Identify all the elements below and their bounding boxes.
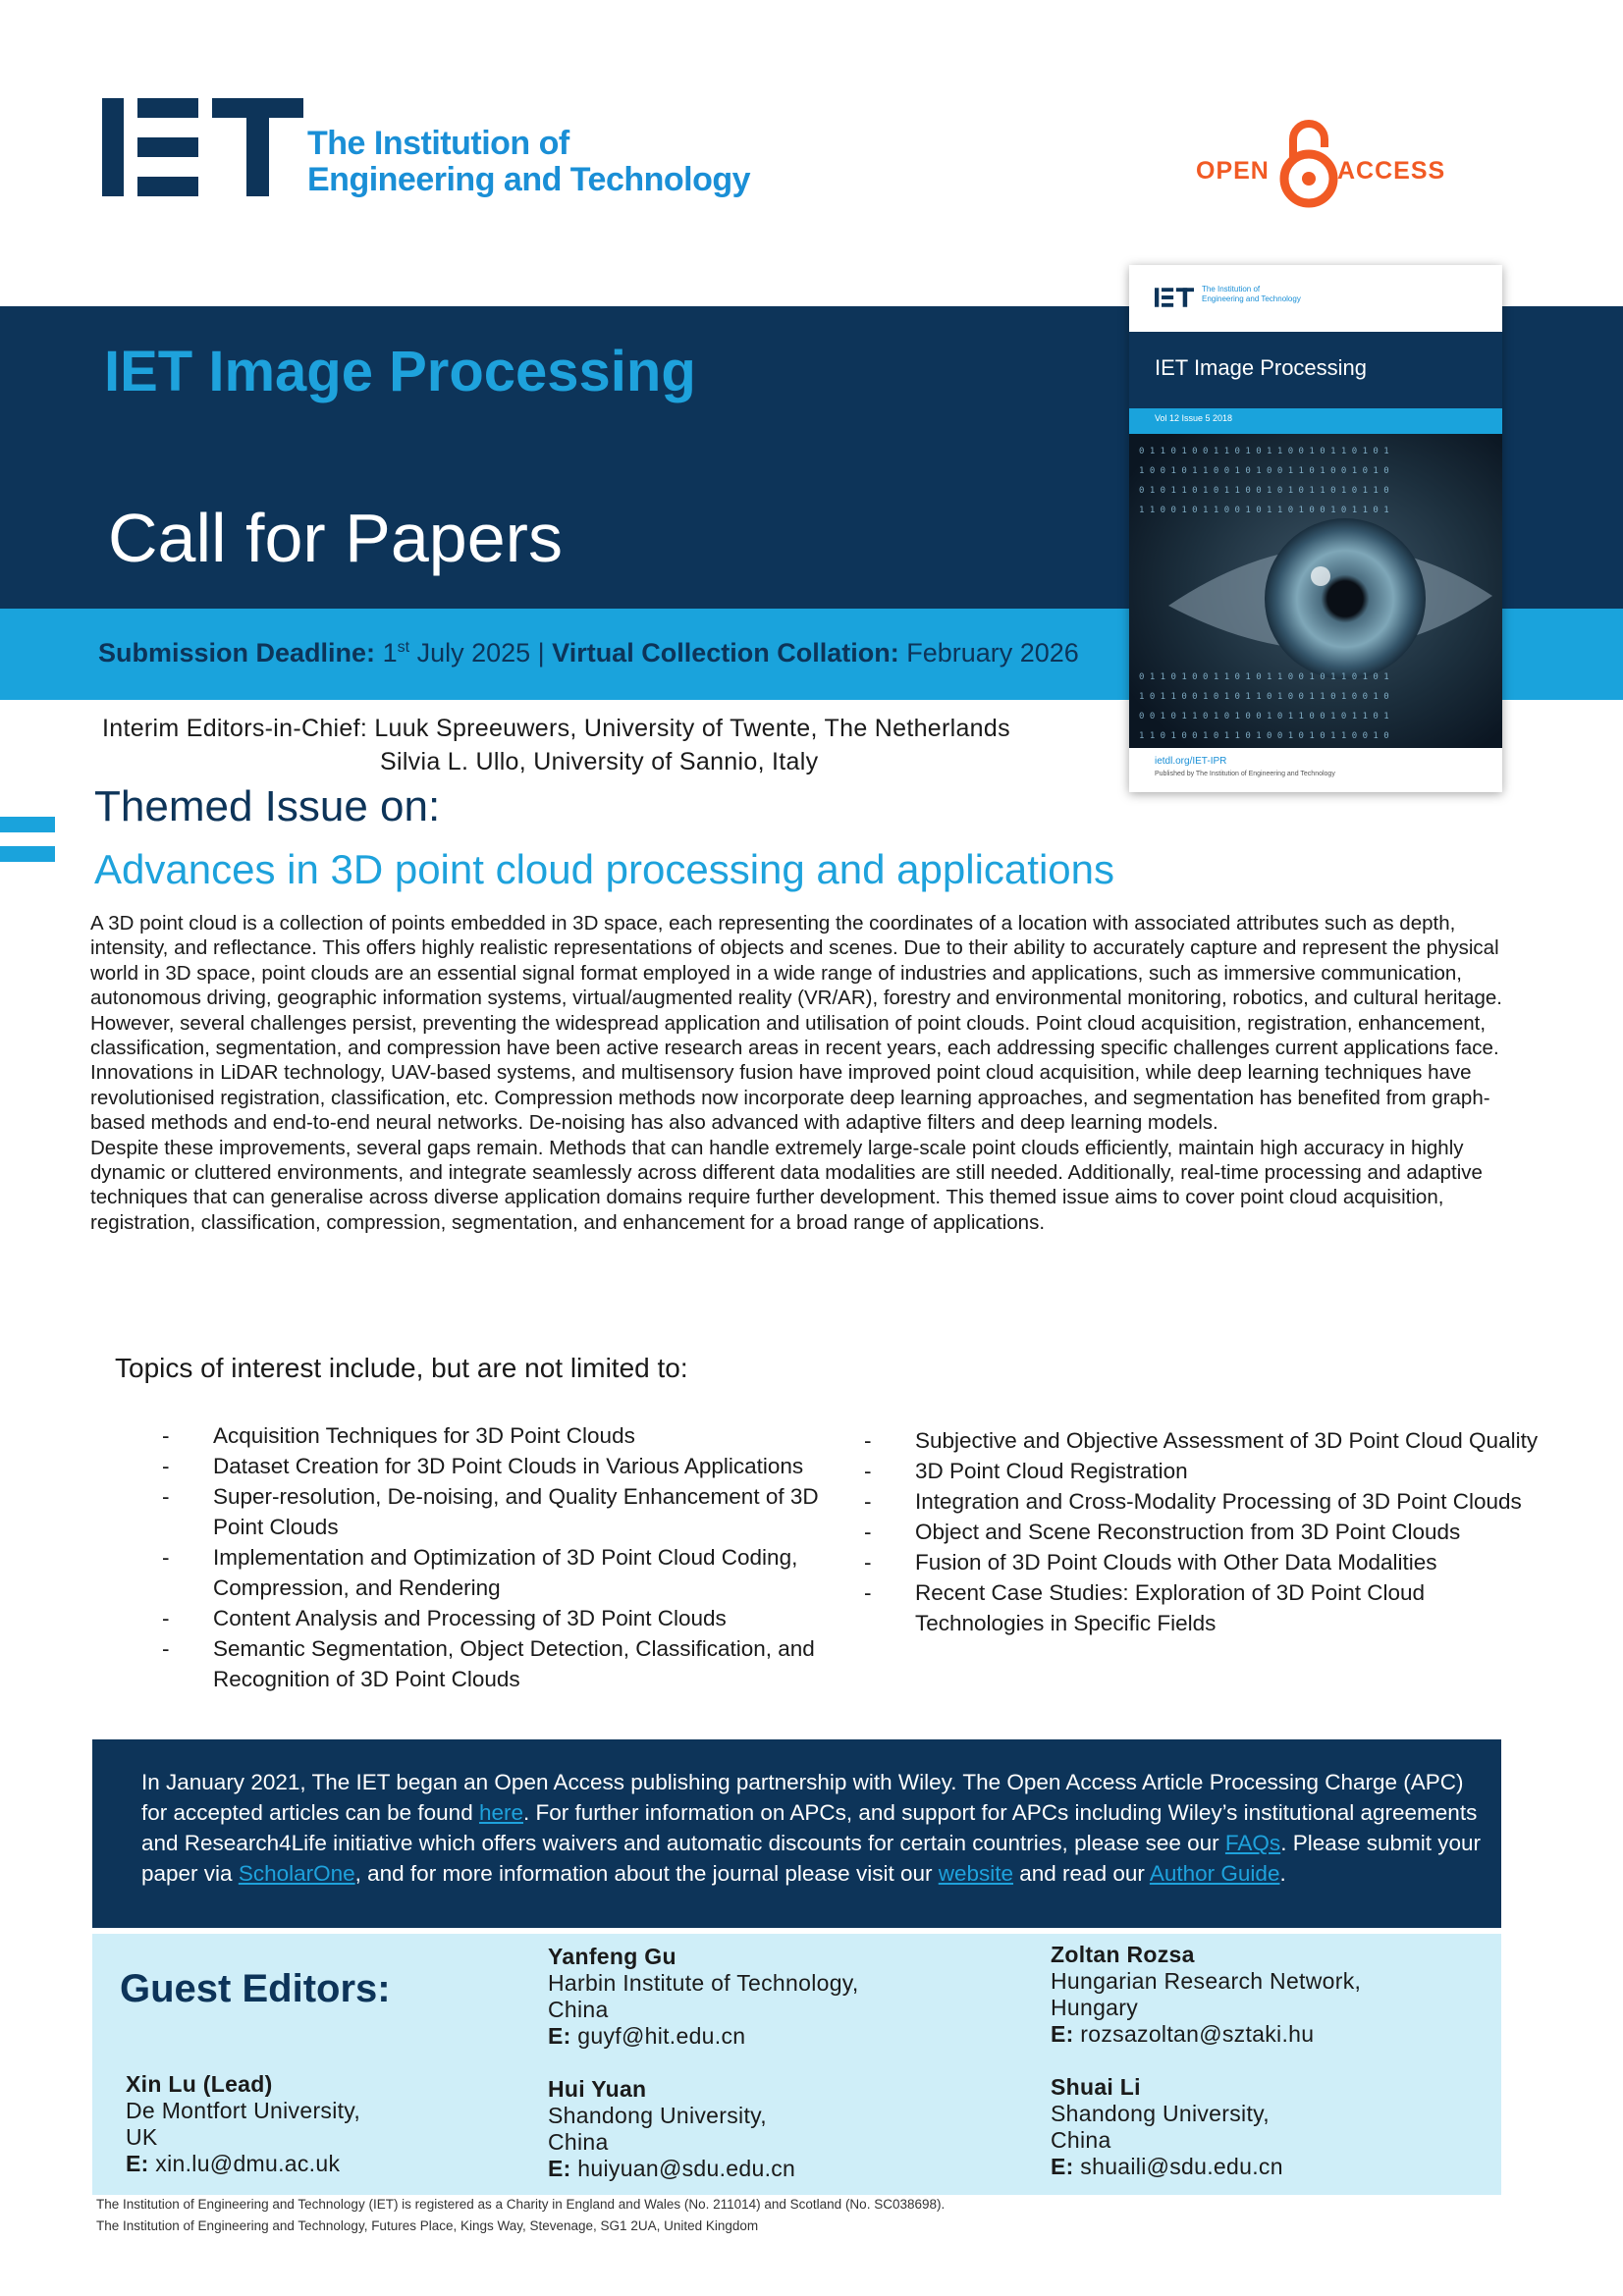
dash-bullet: - bbox=[864, 1459, 872, 1483]
svg-text:1 1 0 0 1 0 1 1 0 0 1 0 1 1 0: 1 1 0 0 1 0 1 1 0 0 1 0 1 1 0 1 0 0 1 0 1 1 0 1 bbox=[1139, 506, 1389, 515]
list-item bbox=[864, 1456, 1542, 1486]
call-for-papers-title: Call for Papers bbox=[108, 500, 563, 576]
access-label: ACCESS bbox=[1337, 157, 1446, 185]
topics-heading: Topics of interest include, but are not limited to: bbox=[115, 1353, 688, 1383]
svg-text:1 0 0 1 0 1 1 0 0 1 0 1 0 0 1: 1 0 0 1 0 1 1 0 0 1 0 1 0 0 1 1 0 1 0 0 1 0 1 0 bbox=[1139, 466, 1389, 476]
svg-text:0 1 1 0 1 0 0 1 1 0 1 0 1 1 0: 0 1 1 0 1 0 0 1 1 0 1 0 1 1 0 0 1 0 1 1 0 1 0 1 bbox=[1139, 672, 1389, 682]
cover-institution-line1: The Institution of bbox=[1202, 285, 1261, 294]
topic-text: Semantic Segmentation, Object Detection, Classification, and Recognition of 3D Point Clouds bbox=[213, 1636, 815, 1691]
collation-label: Virtual Collection Collation: bbox=[552, 638, 899, 667]
footer-charity-line: The Institution of Engineering and Technology (IET) is registered as a Charity in England and Wales (No. 211014) and Scotland (No. SC038698). bbox=[96, 2197, 946, 2212]
topic-text: 3D Point Cloud Registration bbox=[915, 1459, 1188, 1483]
email-address: guyf@hit.edu.cn bbox=[570, 2023, 746, 2049]
topic-text: Integration and Cross-Modality Processing of 3D Point Clouds bbox=[915, 1489, 1522, 1514]
email-label: E: bbox=[548, 2156, 571, 2181]
scholarone-link[interactable]: ScholarOne bbox=[238, 1861, 355, 1886]
editors-in-chief-line1: Interim Editors-in-Chief: Luuk Spreeuwers, University of Twente, The Netherlands bbox=[102, 715, 1010, 742]
deadline-line bbox=[98, 638, 1079, 668]
open-access-info-text bbox=[141, 1767, 1491, 1889]
description-paragraph-3: Despite these improvements, several gaps remain. Methods that can handle extremely large-scale point clouds efficiently, maintain high accuracy in highly dynamic or cluttered environments, and integrate seamlessly across different data modalities are still needed. Additionally, real-time processing and adaptive techniques that can generalise across diverse application domains require further development. This themed issue aims to cover point cloud acquisition, registration, classification, compression, segmentation, and enhancement for a broad range of applications. bbox=[90, 1136, 1483, 1234]
cover-iet-logo-mark bbox=[1155, 287, 1194, 308]
topics-list-left bbox=[162, 1420, 830, 1694]
editor-email bbox=[548, 2023, 960, 2050]
editor-affiliation: Hungarian Research Network, bbox=[1051, 1968, 1362, 1994]
editor-email bbox=[548, 2156, 960, 2182]
editor-country: Hungary bbox=[1051, 1995, 1139, 2020]
oa-text-4: , and for more information about the journal please visit our bbox=[354, 1861, 939, 1886]
guest-editors-heading: Guest Editors: bbox=[120, 1967, 391, 2010]
guest-editor-shuai-li bbox=[1051, 2074, 1463, 2180]
oa-text-6: . bbox=[1279, 1861, 1286, 1886]
cover-journal-title: IET Image Processing bbox=[1155, 355, 1368, 380]
deadline-label: Submission Deadline: bbox=[98, 638, 376, 667]
list-item bbox=[864, 1425, 1542, 1456]
editor-name: Yanfeng Gu bbox=[548, 1944, 676, 1969]
iet-logo-text bbox=[307, 126, 750, 198]
guest-editor-hui-yuan bbox=[548, 2076, 960, 2182]
topics-list-right bbox=[864, 1425, 1542, 1638]
dash-bullet: - bbox=[162, 1545, 170, 1570]
svg-text:1 1 0 1 0 0 1 0 1 1 0 1 0 0 1: 1 1 0 1 0 0 1 0 1 1 0 1 0 0 1 0 1 0 1 1 0 0 1 0 bbox=[1139, 731, 1389, 741]
editors-in-chief-line2: Silvia L. Ullo, University of Sannio, Italy bbox=[380, 748, 819, 775]
topic-text: Implementation and Optimization of 3D Point Cloud Coding, Compression, and Rendering bbox=[213, 1545, 798, 1600]
editor-name: Shuai Li bbox=[1051, 2074, 1141, 2100]
cover-volume: Vol 12 Issue 5 2018 bbox=[1155, 413, 1233, 423]
side-accent-mark bbox=[0, 817, 55, 864]
editor-affiliation: De Montfort University, bbox=[126, 2098, 361, 2123]
open-label: OPEN bbox=[1196, 157, 1270, 185]
deadline-rest: July 2025 | bbox=[409, 638, 553, 667]
guest-editor-xin-lu bbox=[126, 2071, 450, 2177]
list-item bbox=[162, 1451, 830, 1481]
editor-affiliation: Shandong University, bbox=[548, 2103, 767, 2128]
editor-name: Zoltan Rozsa bbox=[1051, 1942, 1195, 1967]
editor-email bbox=[126, 2151, 450, 2177]
oa-text-2: . For further information on APCs, and support for APCs including Wiley’s institutional agreements and Research4Life initiative which offers waivers and automatic discounts for certain countries, please see our bbox=[141, 1800, 1478, 1855]
dash-bullet: - bbox=[162, 1484, 170, 1509]
list-item bbox=[162, 1542, 830, 1603]
guest-editor-yanfeng-gu bbox=[548, 1944, 960, 2050]
themed-issue-label: Themed Issue on: bbox=[94, 782, 441, 830]
eye-binary-artwork bbox=[1129, 434, 1502, 748]
deadline-sup: st bbox=[397, 639, 410, 656]
editor-name: Xin Lu (Lead) bbox=[126, 2071, 273, 2097]
dash-bullet: - bbox=[162, 1454, 170, 1478]
email-label: E: bbox=[1051, 2021, 1074, 2047]
dash-bullet: - bbox=[162, 1423, 170, 1448]
description-paragraph-2: However, several challenges persist, preventing the widespread application and utilisation of point clouds. Point cloud acquisition, registration, enhancement, classification, segmentation, and compression have been active research areas in recent years, each addressing specific challenges current applications face. Innovations in LiDAR technology, UAV-based systems, and multisensory fusion have improved point cloud acquisition, while deep learning techniques have revolutionised registration, classification, etc. Compression methods now incorporate deep learning approaches, and segmentation has benefited from graph-based methods and end-to-end neural networks. De-noising has also advanced with adaptive filters and deep learning models. bbox=[90, 1011, 1499, 1135]
email-address: rozsazoltan@sztaki.hu bbox=[1073, 2021, 1315, 2047]
topic-text: Recent Case Studies: Exploration of 3D Point Cloud Technologies in Specific Fields bbox=[915, 1580, 1426, 1635]
editor-email bbox=[1051, 2154, 1463, 2180]
list-item bbox=[864, 1486, 1542, 1517]
editor-affiliation: Harbin Institute of Technology, bbox=[548, 1970, 859, 1996]
list-item bbox=[864, 1517, 1542, 1547]
author-guide-link[interactable]: Author Guide bbox=[1149, 1861, 1280, 1886]
list-item bbox=[864, 1577, 1542, 1638]
apc-here-link[interactable]: here bbox=[478, 1800, 524, 1825]
cover-institution bbox=[1202, 285, 1301, 304]
logo-text-line2: Engineering and Technology bbox=[307, 161, 751, 198]
topic-text: Object and Scene Reconstruction from 3D Point Clouds bbox=[915, 1520, 1461, 1544]
cover-site: ietdl.org/IET-IPR bbox=[1155, 756, 1227, 767]
collation-value: February 2026 bbox=[898, 638, 1079, 667]
oa-text-3: . Please submit your paper via bbox=[141, 1831, 1482, 1886]
editor-name: Hui Yuan bbox=[548, 2076, 647, 2102]
oa-text-5: and read our bbox=[1013, 1861, 1150, 1886]
open-access-logo bbox=[1196, 118, 1446, 211]
list-item bbox=[162, 1420, 830, 1451]
description-paragraph-1: A 3D point cloud is a collection of points embedded in 3D space, each representing the coordinates of a location with associated attributes such as depth, intensity, and reflectance. This offers highly realistic representations of objects and scenes. Due to their ability to accurately capture and represent the physical world in 3D space, point clouds are an essential signal format employed in a wide range of industries and applications, such as immersive communication, autonomous driving, geographic information systems, virtual/augmented reality (VR/AR), forestry and environmental monitoring, robotics, and cultural heritage. bbox=[90, 912, 1502, 1010]
svg-text:0 1 0 1 1 0 1 0 1 1 0 0 1 0 1: 0 1 0 1 1 0 1 0 1 1 0 0 1 0 1 0 1 1 0 1 0 1 1 0 bbox=[1139, 486, 1389, 496]
topic-text: Super-resolution, De-noising, and Quality Enhancement of 3D Point Clouds bbox=[213, 1484, 819, 1539]
description-text bbox=[90, 911, 1520, 1235]
email-label: E: bbox=[1051, 2154, 1074, 2179]
editor-email bbox=[1051, 2021, 1463, 2048]
cover-publisher: Published by The Institution of Engineering and Technology bbox=[1155, 771, 1335, 777]
editor-country: UK bbox=[126, 2124, 158, 2150]
topic-text: Dataset Creation for 3D Point Clouds in Various Applications bbox=[213, 1454, 804, 1478]
email-address: xin.lu@dmu.ac.uk bbox=[148, 2151, 341, 2176]
deadline-day: 1 bbox=[382, 638, 398, 667]
topic-text: Content Analysis and Processing of 3D Point Clouds bbox=[213, 1606, 727, 1630]
guest-editor-zoltan-rozsa bbox=[1051, 1942, 1463, 2048]
logo-text-line1: The Institution of bbox=[307, 125, 569, 162]
footer-address-line: The Institution of Engineering and Technology, Futures Place, Kings Way, Stevenage, SG1 2UA, United Kingdom bbox=[96, 2218, 759, 2233]
journal-cover-image bbox=[1129, 265, 1502, 792]
dash-bullet: - bbox=[864, 1580, 872, 1605]
list-item bbox=[162, 1633, 830, 1694]
journal-title: IET Image Processing bbox=[104, 340, 696, 403]
email-label: E: bbox=[126, 2151, 149, 2176]
editor-country: China bbox=[548, 1997, 609, 2022]
dash-bullet: - bbox=[864, 1489, 872, 1514]
themed-issue-title: Advances in 3D point cloud processing and applications bbox=[94, 846, 1114, 892]
topic-text: Subjective and Objective Assessment of 3D Point Cloud Quality bbox=[915, 1428, 1539, 1453]
website-link[interactable]: website bbox=[938, 1861, 1014, 1886]
svg-text:0 0 1 0 1 1 0 1 0 1 0 0 1 0 1: 0 0 1 0 1 1 0 1 0 1 0 0 1 0 1 1 0 0 1 0 1 1 0 1 bbox=[1139, 712, 1389, 721]
editor-country: China bbox=[548, 2129, 609, 2155]
email-address: shuaili@sdu.edu.cn bbox=[1073, 2154, 1283, 2179]
cover-institution-line2: Engineering and Technology bbox=[1202, 294, 1301, 303]
editor-country: China bbox=[1051, 2127, 1111, 2153]
topic-text: Fusion of 3D Point Clouds with Other Data Modalities bbox=[915, 1550, 1437, 1575]
email-address: huiyuan@sdu.edu.cn bbox=[570, 2156, 796, 2181]
dash-bullet: - bbox=[162, 1606, 170, 1630]
svg-text:1 0 1 1 0 0 1 0 1 0 1 1 0 1 0: 1 0 1 1 0 0 1 0 1 0 1 1 0 1 0 0 1 1 0 1 0 0 1 0 bbox=[1139, 692, 1389, 702]
iet-logo-mark bbox=[102, 98, 303, 196]
list-item bbox=[162, 1481, 830, 1542]
svg-text:0 1 1 0 1 0 0 1 1 0 1 0 1 1 0: 0 1 1 0 1 0 0 1 1 0 1 0 1 1 0 0 1 0 1 1 0 1 0 1 bbox=[1139, 447, 1389, 456]
dash-bullet: - bbox=[162, 1636, 170, 1661]
email-label: E: bbox=[548, 2023, 571, 2049]
list-item bbox=[162, 1603, 830, 1633]
open-lock-icon bbox=[1279, 118, 1338, 208]
faqs-link[interactable]: FAQs bbox=[1224, 1831, 1281, 1855]
oa-text-1: In January 2021, The IET began an Open Access publishing partnership with Wiley. The Open Access Article Processing Charge (APC) for accepted articles can be found bbox=[141, 1770, 1464, 1825]
topic-text: Acquisition Techniques for 3D Point Clouds bbox=[213, 1423, 635, 1448]
dash-bullet: - bbox=[864, 1550, 872, 1575]
dash-bullet: - bbox=[864, 1520, 872, 1544]
dash-bullet: - bbox=[864, 1428, 872, 1453]
list-item bbox=[864, 1547, 1542, 1577]
editor-affiliation: Shandong University, bbox=[1051, 2101, 1270, 2126]
